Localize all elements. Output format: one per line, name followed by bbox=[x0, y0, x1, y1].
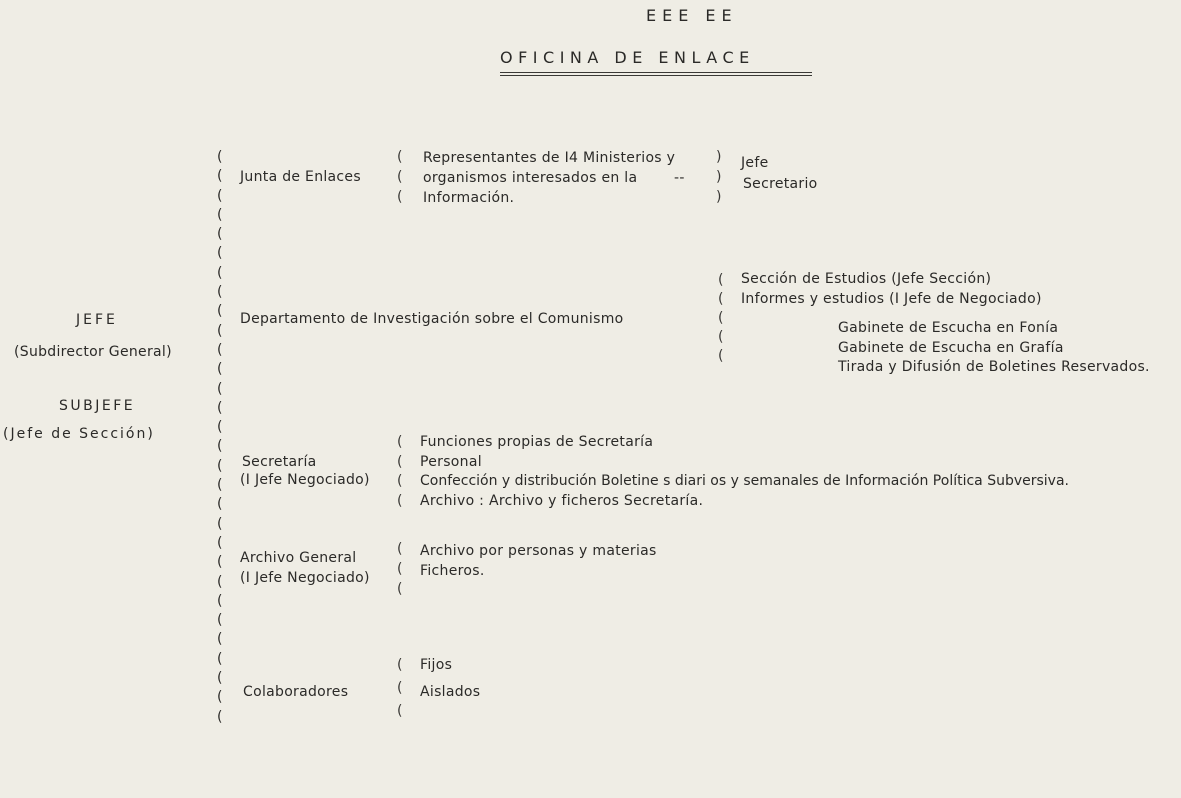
colaboradores-item: Aislados bbox=[420, 684, 481, 700]
junta-member-line: Información. bbox=[423, 190, 515, 206]
archivo-paren: ( bbox=[397, 561, 403, 577]
secretaria-item: Archivo : Archivo y ficheros Secretaría. bbox=[420, 493, 704, 509]
deputy-title: SUBJEFE bbox=[59, 398, 136, 414]
dept-subitem: Gabinete de Escucha en Grafía bbox=[838, 340, 1064, 356]
title-underline-2 bbox=[500, 75, 812, 76]
colaboradores-item: Fijos bbox=[420, 657, 453, 673]
dept-item: Sección de Estudios (Jefe Sección) bbox=[741, 271, 992, 287]
colaboradores-paren: ( bbox=[397, 703, 403, 719]
departamento-name: Departamento de Investigación sobre el Comunismo bbox=[240, 311, 624, 327]
junta-member-line: organismos interesados en la bbox=[423, 170, 638, 186]
dept-paren: ( bbox=[718, 310, 724, 326]
junta-paren: ( bbox=[397, 169, 403, 185]
dept-paren: ( bbox=[718, 272, 724, 288]
junta-role: Jefe bbox=[741, 155, 769, 171]
dept-item: Informes y estudios (I Jefe de Negociado) bbox=[741, 291, 1042, 307]
archivo-item: Ficheros. bbox=[420, 563, 485, 579]
junta-paren: ( bbox=[397, 149, 403, 165]
junta-close-paren: ) bbox=[716, 169, 722, 185]
archivo-name: Archivo General bbox=[240, 550, 357, 566]
deputy-subtitle: (Jefe de Sección) bbox=[3, 426, 155, 442]
junta-close-paren: ) bbox=[716, 149, 722, 165]
colaboradores-paren: ( bbox=[397, 657, 403, 673]
title-underline bbox=[500, 72, 812, 73]
junta-paren: ( bbox=[397, 189, 403, 205]
chief-subtitle: (Subdirector General) bbox=[14, 344, 172, 360]
junta-role: Secretario bbox=[743, 176, 818, 192]
dept-paren: ( bbox=[718, 348, 724, 364]
main-brace: ( ( ( ( ( ( ( ( ( ( ( ( ( ( ( ( ( ( ( ( ( ( ( ( ( ( ( ( ( ( bbox=[217, 149, 223, 725]
archivo-head: (I Jefe Negociado) bbox=[240, 570, 370, 586]
dept-paren: ( bbox=[718, 291, 724, 307]
secretaria-item: Funciones propias de Secretaría bbox=[420, 434, 654, 450]
junta-member-line: Representantes de I4 Ministerios y bbox=[423, 150, 676, 166]
dept-paren: ( bbox=[718, 329, 724, 345]
junta-name: Junta de Enlaces bbox=[240, 169, 361, 185]
junta-close-paren: ) bbox=[716, 189, 722, 205]
secretaria-name: Secretaría bbox=[242, 454, 317, 470]
document-title: OFICINA DE ENLACE bbox=[500, 48, 755, 67]
dept-subitem: Gabinete de Escucha en Fonía bbox=[838, 320, 1059, 336]
chief-title: JEFE bbox=[76, 312, 118, 328]
secretaria-head: (I Jefe Negociado) bbox=[240, 472, 370, 488]
secretaria-paren: ( bbox=[397, 454, 403, 470]
secretaria-item: Personal bbox=[420, 454, 482, 470]
secretaria-paren: ( bbox=[397, 493, 403, 509]
archivo-item: Archivo por personas y materias bbox=[420, 543, 657, 559]
colaboradores-name: Colaboradores bbox=[243, 684, 349, 700]
secretaria-paren: ( bbox=[397, 473, 403, 489]
secretaria-paren: ( bbox=[397, 434, 403, 450]
document-code: EEE EE bbox=[646, 6, 738, 25]
colaboradores-paren: ( bbox=[397, 680, 403, 696]
archivo-paren: ( bbox=[397, 541, 403, 557]
junta-dash: -- bbox=[674, 170, 685, 186]
archivo-paren: ( bbox=[397, 581, 403, 597]
secretaria-item: Confección y distribución Boletine s diari os y semanales de Información Política Subversiva. bbox=[420, 473, 1069, 489]
dept-subitem: Tirada y Difusión de Boletines Reservados. bbox=[838, 359, 1150, 375]
